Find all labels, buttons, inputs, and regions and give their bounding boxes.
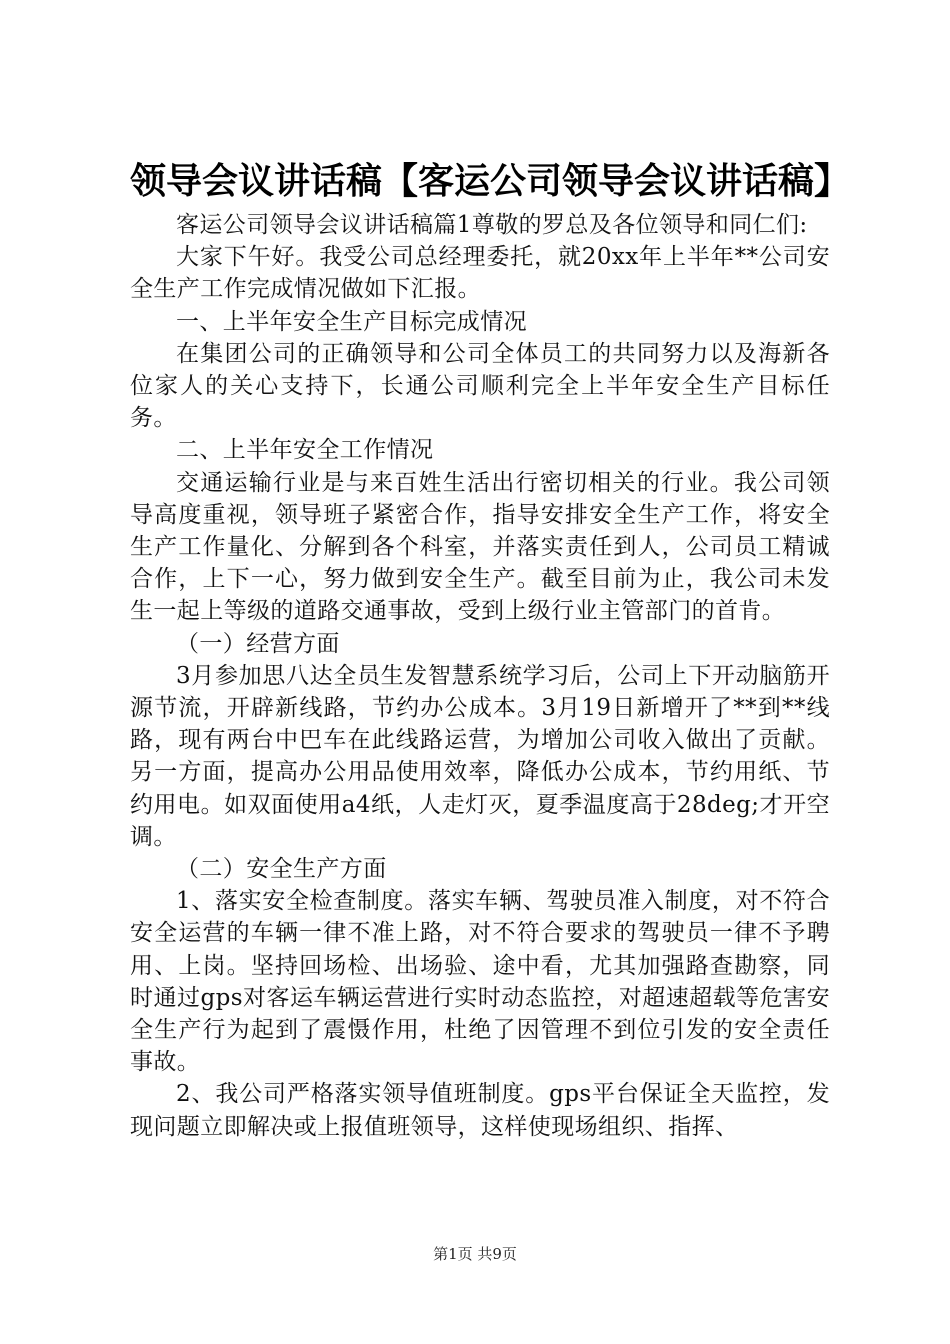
paragraph-operations: 3月参加思八达全员生发智慧系统学习后，公司上下开动脑筋开源节流，开辟新线路，节约办公成本。3月19日新增开了**到**线路，现有两台中巴车在此线路运营，为增加公司收入做出了贡献。另一方面，提高办公用品使用效率，降低办公成本，节约用纸、节约用电。如双面使用a4纸，人走灯灭，夏季温度高于28deg;才开空调。 <box>130 662 830 850</box>
paragraph-duty-system: 2、我公司严格落实领导值班制度。gps平台保证全天监控，发现问题立即解决或上报值班领导，这样使现场组织、指挥、 <box>130 1081 830 1140</box>
paragraph-inspection-system: 1、落实安全检查制度。落实车辆、驾驶员准入制度，对不符合安全运营的车辆一律不准上路，对不符合要求的驾驶员一律不予聘用、上岗。坚持回场检、出场验、途中看，尤其加强路查勘察，同时通过gps对客运车辆运营进行实时动态监控，对超速超载等危害安全生产行为起到了震慑作用，杜绝了因管理不到位引发的安全责任事故。 <box>130 888 830 1076</box>
paragraph-goal-completion: 在集团公司的正确领导和公司全体员工的共同努力以及海新各位家人的关心支持下，长通公司顺利完全上半年安全生产目标任务。 <box>130 340 830 432</box>
paragraph-safety-overview: 交通运输行业是与来百姓生活出行密切相关的行业。我公司领导高度重视，领导班子紧密合作，指导安排安全生产工作，将安全生产工作量化、分解到各个科室，并落实责任到人，公司员工精诚合作，上下一心，努力做到安全生产。截至目前为止，我公司未发生一起上等级的道路交通事故，受到上级行业主管部门的首肯。 <box>130 469 830 625</box>
document-title: 领导会议讲话稿【客运公司领导会议讲话稿】 <box>130 161 851 202</box>
paragraph-greeting: 大家下午好。我受公司总经理委托，就20xx年上半年**公司安全生产工作完成情况做如下汇报。 <box>130 244 830 303</box>
section-heading-2: 二、上半年安全工作情况 <box>176 437 434 464</box>
subsection-heading-safety: （二）安全生产方面 <box>176 856 387 883</box>
page-footer: 第1页 共9页 <box>433 1245 517 1263</box>
subsection-heading-operations: （一）经营方面 <box>176 630 340 657</box>
document-body <box>130 209 830 1143</box>
section-heading-1: 一、上半年安全生产目标完成情况 <box>176 308 527 335</box>
paragraph-intro: 客运公司领导会议讲话稿篇1尊敬的罗总及各位领导和同仁们: <box>176 212 808 238</box>
